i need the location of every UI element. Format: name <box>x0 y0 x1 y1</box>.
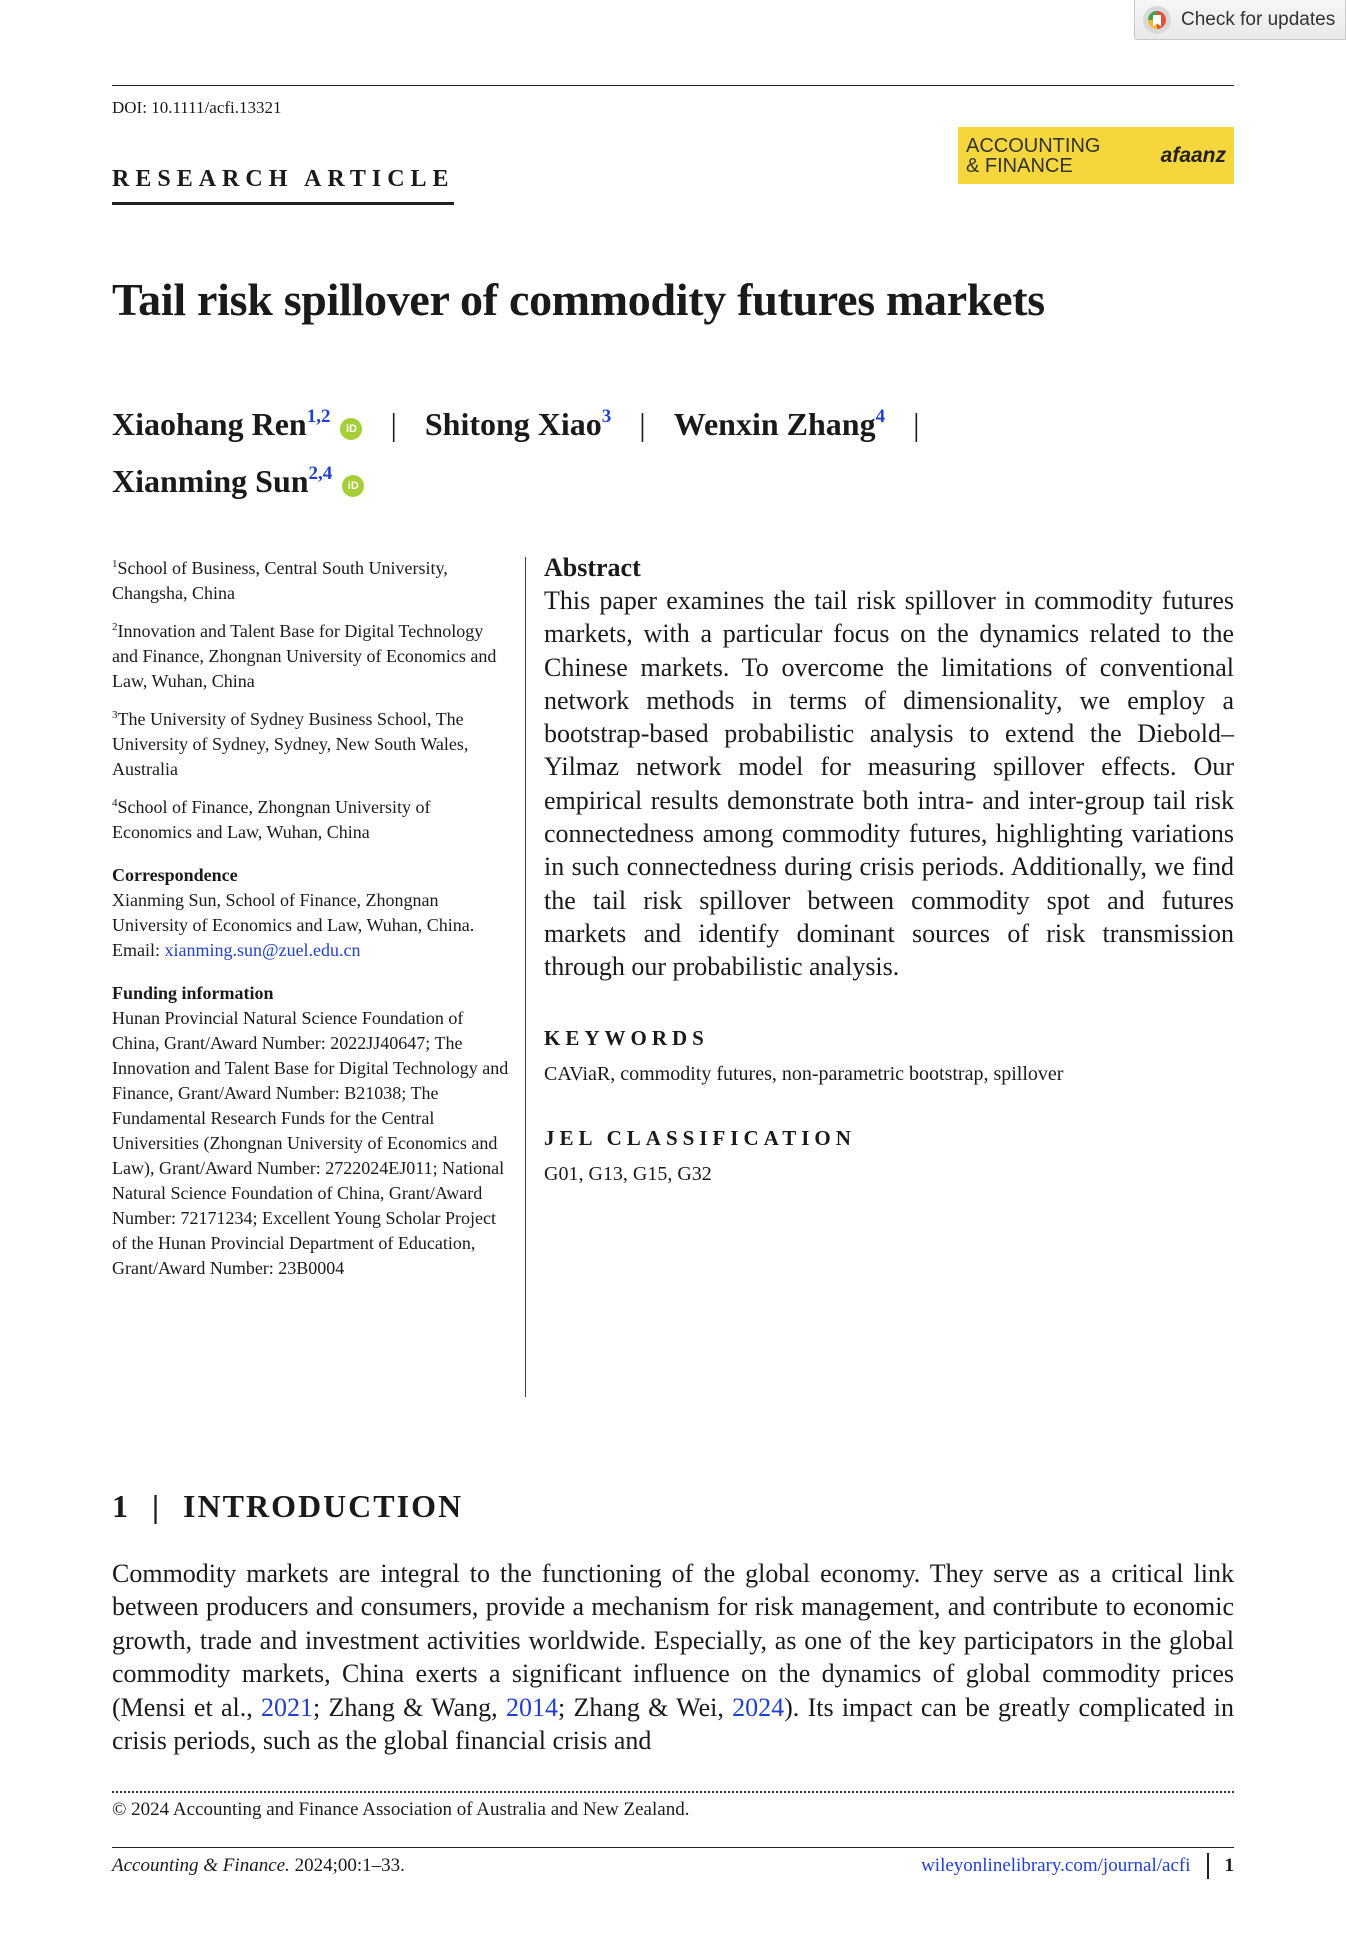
footer-citation: Accounting & Finance. 2024;00:1–33. <box>112 1855 405 1876</box>
copyright-notice: © 2024 Accounting and Finance Association of Australia and New Zealand. <box>112 1799 690 1820</box>
affiliation: $^3$The University of Sydney Business School, The University of Sydney, Sydney, New South Wales, Australia <box>112 709 469 779</box>
affiliation: $^2$Innovation and Talent Base for Digital Technology and Finance, Zhongnan University of Economics and Law, Wuhan, China <box>112 621 497 691</box>
author-separator: | <box>390 406 397 442</box>
journal-logo-line2: & FINANCE <box>966 154 1073 177</box>
journal-logo-text <box>966 136 1100 176</box>
citation-link[interactable]: 2021 <box>260 1692 313 1722</box>
article-info-column <box>112 552 512 1281</box>
correspondence-email-line: Email: xianming.sun@zuel.edu.cn <box>112 940 361 960</box>
author-separator: | <box>639 406 646 442</box>
introduction-paragraph: Commodity markets are integral to the functioning of the global economy. They serve as a critical link between producers and consumers, provide a mechanism for risk management, and contribute to economic growth, trade and investment activities worldwide. Especially, as one of the key participators in the global commodity markets, China exerts a significant influence on the dynamics of global commodity prices (Mensi et al., 2021; Zhang & Wang, 2014; Zhang & Wei, 2024). Its impact can be greatly complicated in crisis periods, such as the global financial crisis and <box>112 1559 1234 1756</box>
section-heading: 1 | INTRODUCTION <box>112 1488 464 1524</box>
footnote-divider <box>112 1791 1234 1793</box>
footer-separator <box>1207 1853 1209 1879</box>
keywords-text: CAViaR, commodity futures, non-parametric bootstrap, spillover <box>544 1062 1064 1085</box>
footer-rule <box>112 1847 1234 1848</box>
doi: DOI: 10.1111/acfi.13321 <box>112 98 282 117</box>
affiliation: $^4$School of Finance, Zhongnan University of Economics and Law, Wuhan, China <box>112 797 431 842</box>
email-link[interactable]: xianming.sun@zuel.edu.cn <box>164 940 361 960</box>
abstract-text: This paper examines the tail risk spillover in commodity futures markets, with a particular focus on the dynamics related to the Chinese markets. To overcome the limitations of conventional network methods in terms of dimensionality, we employ a bootstrap-based probabilistic analysis to extend the Diebold–Yilmaz network model for measuring spillover effects. Our empirical results demonstrate both intra- and inter-group tail risk connectedness among commodity futures, highlighting variations in such connectedness during crisis periods. Additionally, we find the tail risk spillover between commodity spot and futures markets and identify dominant sources of risk transmission through our probabilistic analysis. <box>544 586 1234 982</box>
abstract-column <box>544 552 1234 1186</box>
author-separator: | <box>913 406 920 442</box>
orcid-icon[interactable]: iD <box>340 418 362 440</box>
affiliation-link[interactable]: 3 <box>601 406 612 427</box>
correspondence-heading: Correspondence <box>112 865 238 885</box>
citation-link[interactable]: 2024 <box>732 1692 785 1722</box>
journal-url-link[interactable]: wileyonlinelibrary.com/journal/acfi <box>921 1855 1191 1876</box>
column-divider <box>525 557 526 1397</box>
affiliation-link[interactable]: 2,4 <box>308 463 333 484</box>
check-for-updates-label: Check for updates <box>1181 8 1336 30</box>
author: Xiaohang Ren$^{1,2}$iD <box>112 406 362 442</box>
author: Shitong Xiao$^3$ <box>424 406 612 442</box>
affiliation: $^1$School of Business, Central South University, Changsha, China <box>112 558 448 603</box>
abstract-heading: Abstract <box>544 553 641 582</box>
correspondence-text: Xianming Sun, School of Finance, Zhongnan University of Economics and Law, Wuhan, China. <box>112 890 475 935</box>
orcid-icon[interactable]: iD <box>342 475 364 497</box>
paper-title: Tail risk spillover of commodity futures markets <box>112 274 1045 325</box>
journal-logo <box>958 127 1234 184</box>
keywords-heading: KEYWORDS <box>544 1025 709 1050</box>
funding-heading: Funding information <box>112 983 274 1003</box>
jel-text: G01, G13, G15, G32 <box>544 1162 712 1185</box>
affiliation-link[interactable]: 4 <box>875 406 886 427</box>
author: Xianming Sun$^{2,4}$iD <box>112 463 364 499</box>
afaanz-brand: afaanz <box>1160 143 1226 167</box>
article-type-rule <box>112 202 454 205</box>
author-list <box>112 392 1212 506</box>
citation-link[interactable]: 2014 <box>505 1692 558 1722</box>
journal-logo-line1: ACCOUNTING <box>966 134 1101 157</box>
top-rule <box>112 85 1234 86</box>
author: Wenxin Zhang$^4$ <box>673 406 886 442</box>
funding-text: Hunan Provincial Natural Science Foundation of China, Grant/Award Number: 2022JJ40647; The Innovation and Talent Base for Digital Technology and Finance, Grant/Award Number: B21038; The Fundamental Research Funds for the Central Universities (Zhongnan University of Economics and Law), Grant/Award Number: 2722024EJ011; National Natural Science Foundation of China, Grant/Award Number: 72171234; Excellent Young Scholar Project of the Hunan Provincial Department of Education, Grant/Award Number: 23B0004 <box>112 1008 509 1278</box>
jel-heading: JEL CLASSIFICATION <box>544 1125 856 1150</box>
footer-right <box>921 1853 1234 1879</box>
check-for-updates-button[interactable] <box>1134 0 1346 40</box>
affiliation-link[interactable]: 1,2 <box>306 406 331 427</box>
page-number: 1 <box>1224 1855 1234 1876</box>
crossmark-icon <box>1143 6 1171 34</box>
article-type: RESEARCH ARTICLE <box>112 166 455 192</box>
